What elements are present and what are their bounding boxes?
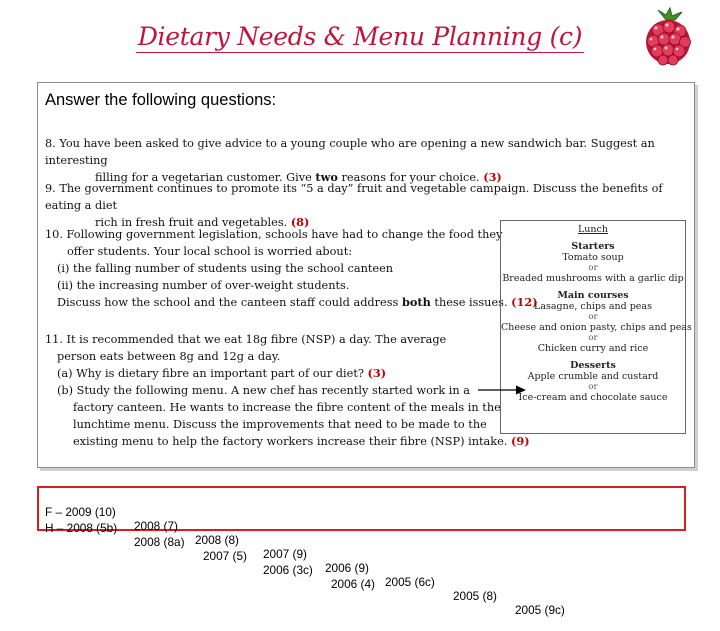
menu-heading: Lunch xyxy=(578,224,608,235)
marks-badge: (3) xyxy=(367,366,387,380)
page-title xyxy=(0,22,720,51)
menu-item: Apple crumble and custard xyxy=(527,371,659,382)
menu-item: Breaded mushrooms with a garlic dip xyxy=(502,273,684,284)
questions-panel xyxy=(37,82,695,468)
marks-badge: (8) xyxy=(290,215,310,229)
menu-item: Chicken curry and rice xyxy=(537,343,649,354)
menu-item: Cheese and onion pasty, chips and peas xyxy=(501,322,692,333)
menu-section-desserts: Desserts xyxy=(570,360,616,371)
menu-item: Ice-cream and chocolate sauce xyxy=(518,392,668,403)
past-paper-references xyxy=(37,486,686,617)
menu-item: Lasagne, chips and peas xyxy=(534,301,652,312)
marks-badge: (12) xyxy=(511,295,538,309)
menu-item: Tomato soup xyxy=(562,252,624,263)
arrow-right-icon xyxy=(478,384,526,396)
raspberry-icon xyxy=(636,6,698,68)
marks-badge: (3) xyxy=(483,170,502,184)
question-11: 11. It is recommended that we eat 18g fibre (NSP) a day. The average person eats between 8g and 12g a day. (a) Why is dietary fibre an important part of our diet? (3) (b) Study the following menu. A new chef has recently started work in a factory canteen. He wants to increase the fibre content of the meals in the lunchtime menu. Discuss the improvements that need to be made to the existing menu to help the factory workers increase their fibre (NSP) intake. (9) xyxy=(45,333,530,448)
lunch-menu: Lunch Starters Tomato soup or Breaded mushrooms with a garlic dip Main courses Lasagne, chips and peas or Cheese and onion pasty, chips and peas or Chicken curry and rice Desserts Apple crumble and custard or Ice-cream and chocolate sauce xyxy=(500,220,686,434)
reference-row-foundation: F – 2009 (10) 2008 (7) 2008 (8) 2007 (9) 2006 (9) 2005 (6c) 2005 (8) 2005 (9c) xyxy=(45,505,565,617)
question-9: 9. The government continues to promote its “5 a day” fruit and vegetable campaign. Discuss the benefits of eating a diet rich in fresh fruit and vegetables. (8) xyxy=(45,182,663,229)
panel-heading: Answer the following questions: xyxy=(45,91,277,109)
menu-section-starters: Starters xyxy=(571,241,615,252)
marks-badge: (9) xyxy=(511,434,530,448)
question-10: 10. Following government legislation, schools have had to change the food they offer students. Your local school is worried about: (i) the falling number of students using the school canteen (ii) the increasing number of over-weight students. Discuss how the school and the canteen staff could address both these issues. (12) xyxy=(45,228,538,309)
page-title-text: Dietary Needs & Menu Planning (c) xyxy=(137,22,583,51)
menu-section-mains: Main courses xyxy=(557,290,629,301)
question-8: 8. You have been asked to give advice to a young couple who are opening a new sandwich bar. Suggest an interesting filling for a vegetarian customer. Give two reasons for your choice. (3) xyxy=(45,137,655,184)
reference-row-higher: H – 2008 (5b) 2008 (8a) 2007 (5) 2006 (3c) 2006 (4) xyxy=(45,521,375,591)
